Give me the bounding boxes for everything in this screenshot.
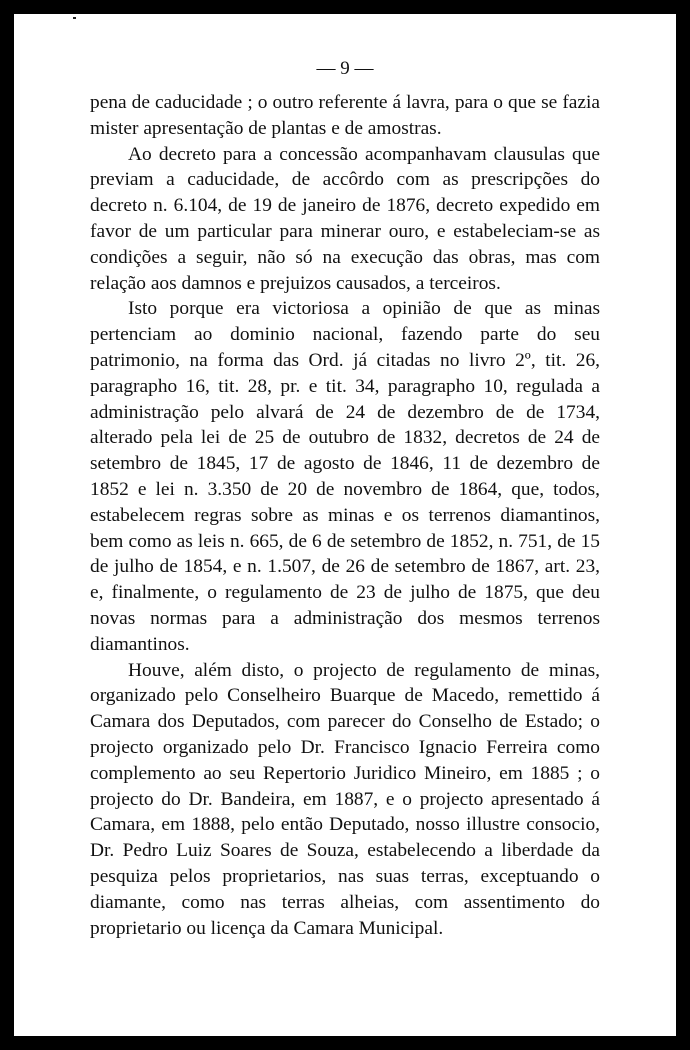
- page-number: — 9 —: [316, 58, 374, 79]
- body-text: [90, 90, 600, 941]
- print-speck: [73, 17, 76, 19]
- paragraph-3: Isto porque era victoriosa a opinião de que as minas pertenciam ao dominio nacional, fazendo parte do seu patrimonio, na forma das Ord. já citadas no livro 2º, tit. 26, paragrapho 16, tit. 28, pr. e tit. 34, paragrapho 10, regulada a administração pelo alvará de 24 de dezembro de de 1734, alterado pela lei de 25 de outubro de 1832, decretos de 24 de setembro de 1845, 17 de agosto de 1846, 11 de dezembro de 1852 e lei n. 3.350 de 20 de novembro de 1864, que, todos, estabelecem regras sobre as minas e os terrenos diamantinos, bem como as leis n. 665, de 6 de setembro de 1852, n. 751, de 15 de julho de 1854, e n. 1.507, de 26 de setembro de 1867, art. 23, e, finalmente, o regulamento de 23 de julho de 1875, que deu novas normas para a administração dos mesmos terrenos diamantinos.: [90, 298, 600, 655]
- paragraph-2: Ao decreto para a concessão acompanhavam clausulas que previam a caducidade, de accôrdo com as prescripções do decreto n. 6.104, de 19 de janeiro de 1876, decreto expedido em favor de um particular para minerar ouro, e estabeleciam-se as condições a seguir, não só na execução das obras, mas com relação aos damnos e prejuizos causados, a terceiros.: [90, 143, 600, 294]
- paragraph-4: Houve, além disto, o projecto de regulamento de minas, organizado pelo Conselheiro Buarque de Macedo, remettido á Camara dos Deputados, com parecer do Conselho de Estado; o projecto organizado pelo Dr. Francisco Ignacio Ferreira como complemento ao seu Repertorio Juridico Mineiro, em 1885 ; o projecto do Dr. Bandeira, em 1887, e o projecto apresentado á Camara, em 1888, pelo então Deputado, nosso illustre consocio, Dr. Pedro Luiz Soares de Souza, estabelecendo a liberdade da pesquiza pelos proprietarios, nas suas terras, exceptuando o diamante, como nas terras alheias, com assentimento do proprietario ou licença da Camara Municipal.: [90, 659, 600, 939]
- book-page: [14, 14, 676, 1036]
- paragraph-1: pena de caducidade ; o outro referente á lavra, para o que se fazia mister apresentação de plantas e de amostras.: [90, 92, 600, 139]
